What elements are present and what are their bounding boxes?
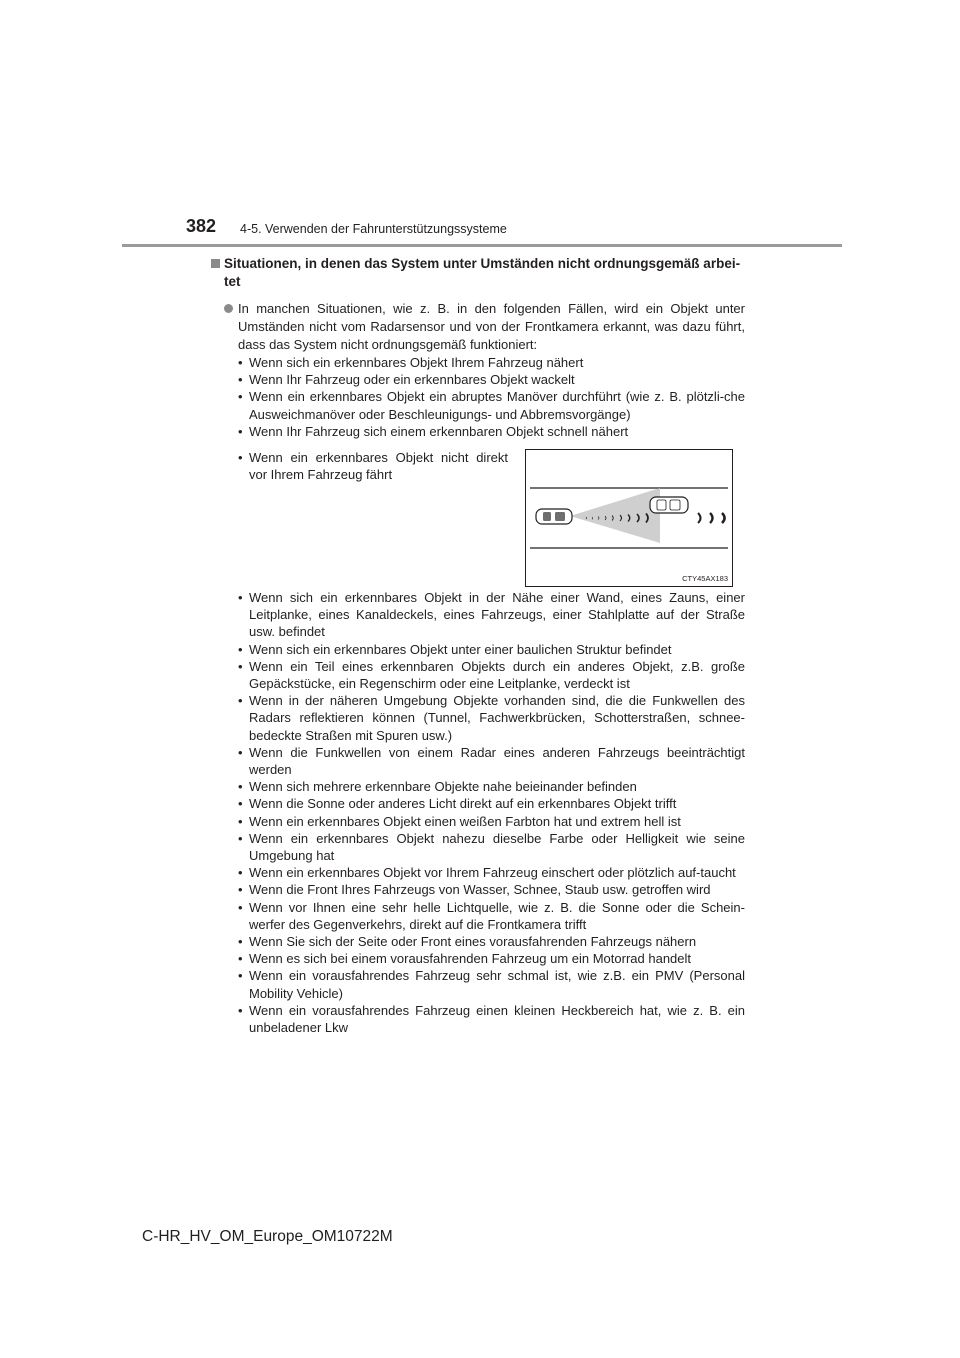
square-bullet-icon bbox=[211, 259, 220, 268]
list-item: • Wenn ein erkennbares Objekt ein abruptes Manöver durchführt (wie z. B. plötzli-che Ausweichmanöver oder Beschleunigungs- und Abbremsvorgänge) bbox=[238, 388, 745, 422]
subsection-heading bbox=[211, 255, 745, 291]
figure-code: CTY45AX183 bbox=[682, 574, 728, 584]
list-item: • Wenn ein vorausfahrendes Fahrzeug sehr schmal ist, wie z.B. ein PMV (Personal Mobility Vehicle) bbox=[238, 967, 745, 1001]
list-item: • Wenn ein vorausfahrendes Fahrzeug einen kleinen Heckbereich hat, wie z. B. ein unbeladener Lkw bbox=[238, 1002, 745, 1036]
list-item: • Wenn ein erkennbares Objekt nahezu dieselbe Farbe oder Helligkeit wie seine Umgebung hat bbox=[238, 830, 745, 864]
bullet-list-a bbox=[211, 354, 745, 440]
content bbox=[211, 255, 745, 1036]
list-item: • Wenn Ihr Fahrzeug sich einem erkennbaren Objekt schnell nähert bbox=[238, 423, 745, 440]
intro-text: In manchen Situationen, wie z. B. in den folgenden Fällen, wird ein Objekt unter Umständen nicht vom Radarsensor und von der Frontkamera erkannt, was dazu führt, dass das System nicht ordnungsgemäß funktioniert: bbox=[238, 301, 745, 352]
list-item: • Wenn sich ein erkennbares Objekt unter einer baulichen Struktur befindet bbox=[238, 641, 745, 658]
radar-detection-illustration bbox=[526, 450, 732, 586]
list-item: • Wenn Ihr Fahrzeug oder ein erkennbares Objekt wackelt bbox=[238, 371, 745, 388]
header-rule bbox=[122, 244, 842, 247]
list-item: • Wenn sich ein erkennbares Objekt Ihrem Fahrzeug nähert bbox=[238, 354, 745, 371]
list-item: • Wenn ein erkennbares Objekt nicht direkt vor Ihrem Fahrzeug fährt bbox=[238, 449, 508, 483]
circle-bullet-icon bbox=[224, 304, 233, 313]
intro-paragraph bbox=[211, 300, 745, 354]
target-car-icon bbox=[650, 497, 688, 513]
list-item: • Wenn ein erkennbares Objekt vor Ihrem Fahrzeug einschert oder plötzlich auf-taucht bbox=[238, 864, 745, 881]
list-item: • Wenn es sich bei einem vorausfahrenden Fahrzeug um ein Motorrad handelt bbox=[238, 950, 745, 967]
bullet-list-b bbox=[211, 449, 508, 483]
list-item: • Wenn Sie sich der Seite oder Front eines vorausfahrenden Fahrzeugs nähern bbox=[238, 933, 745, 950]
list-item: • Wenn sich ein erkennbares Objekt in der Nähe einer Wand, eines Zauns, einer Leitplanke, eines Kanaldeckels, eines Fahrzeugs, einer Stahlplatte auf der Straße usw. befindet bbox=[238, 589, 745, 641]
own-car-icon bbox=[536, 509, 572, 524]
list-item: • Wenn die Sonne oder anderes Licht direkt auf ein erkennbares Objekt trifft bbox=[238, 795, 745, 812]
list-item: • Wenn die Front Ihres Fahrzeugs von Wasser, Schnee, Staub usw. getroffen wird bbox=[238, 881, 745, 898]
footer-document-id: C-HR_HV_OM_Europe_OM10722M bbox=[142, 1228, 393, 1245]
bullet-list-c bbox=[211, 589, 745, 1036]
list-item: • Wenn sich mehrere erkennbare Objekte nahe beieinander befinden bbox=[238, 778, 745, 795]
list-item: • Wenn die Funkwellen von einem Radar eines anderen Fahrzeugs beeinträchtigt werden bbox=[238, 744, 745, 778]
list-item: • Wenn in der näheren Umgebung Objekte vorhanden sind, die die Funkwellen des Radars reflektieren können (Tunnel, Fachwerkbrücken, Schotterstraßen, schnee-bedeckte Straßen mit Spuren usw.) bbox=[238, 692, 745, 744]
list-item: • Wenn ein Teil eines erkennbaren Objekts durch ein anderes Objekt, z.B. große Gepäckstücke, ein Regenschirm oder eine Leitplanke, verdeckt ist bbox=[238, 658, 745, 692]
figure-row bbox=[211, 449, 745, 589]
list-item: • Wenn vor Ihnen eine sehr helle Lichtquelle, wie z. B. die Sonne oder die Schein-werfer des Gegenverkehrs, direkt auf die Frontkamera trifft bbox=[238, 899, 745, 933]
section-title: 4-5. Verwenden der Fahrunterstützungssysteme bbox=[240, 222, 507, 236]
heading-text: Situationen, in denen das System unter Umständen nicht ordnungsgemäß arbei-tet bbox=[224, 256, 741, 289]
page-number: 382 bbox=[186, 216, 217, 236]
radar-figure bbox=[525, 449, 733, 587]
list-item: • Wenn ein erkennbares Objekt einen weißen Farbton hat und extrem hell ist bbox=[238, 813, 745, 830]
